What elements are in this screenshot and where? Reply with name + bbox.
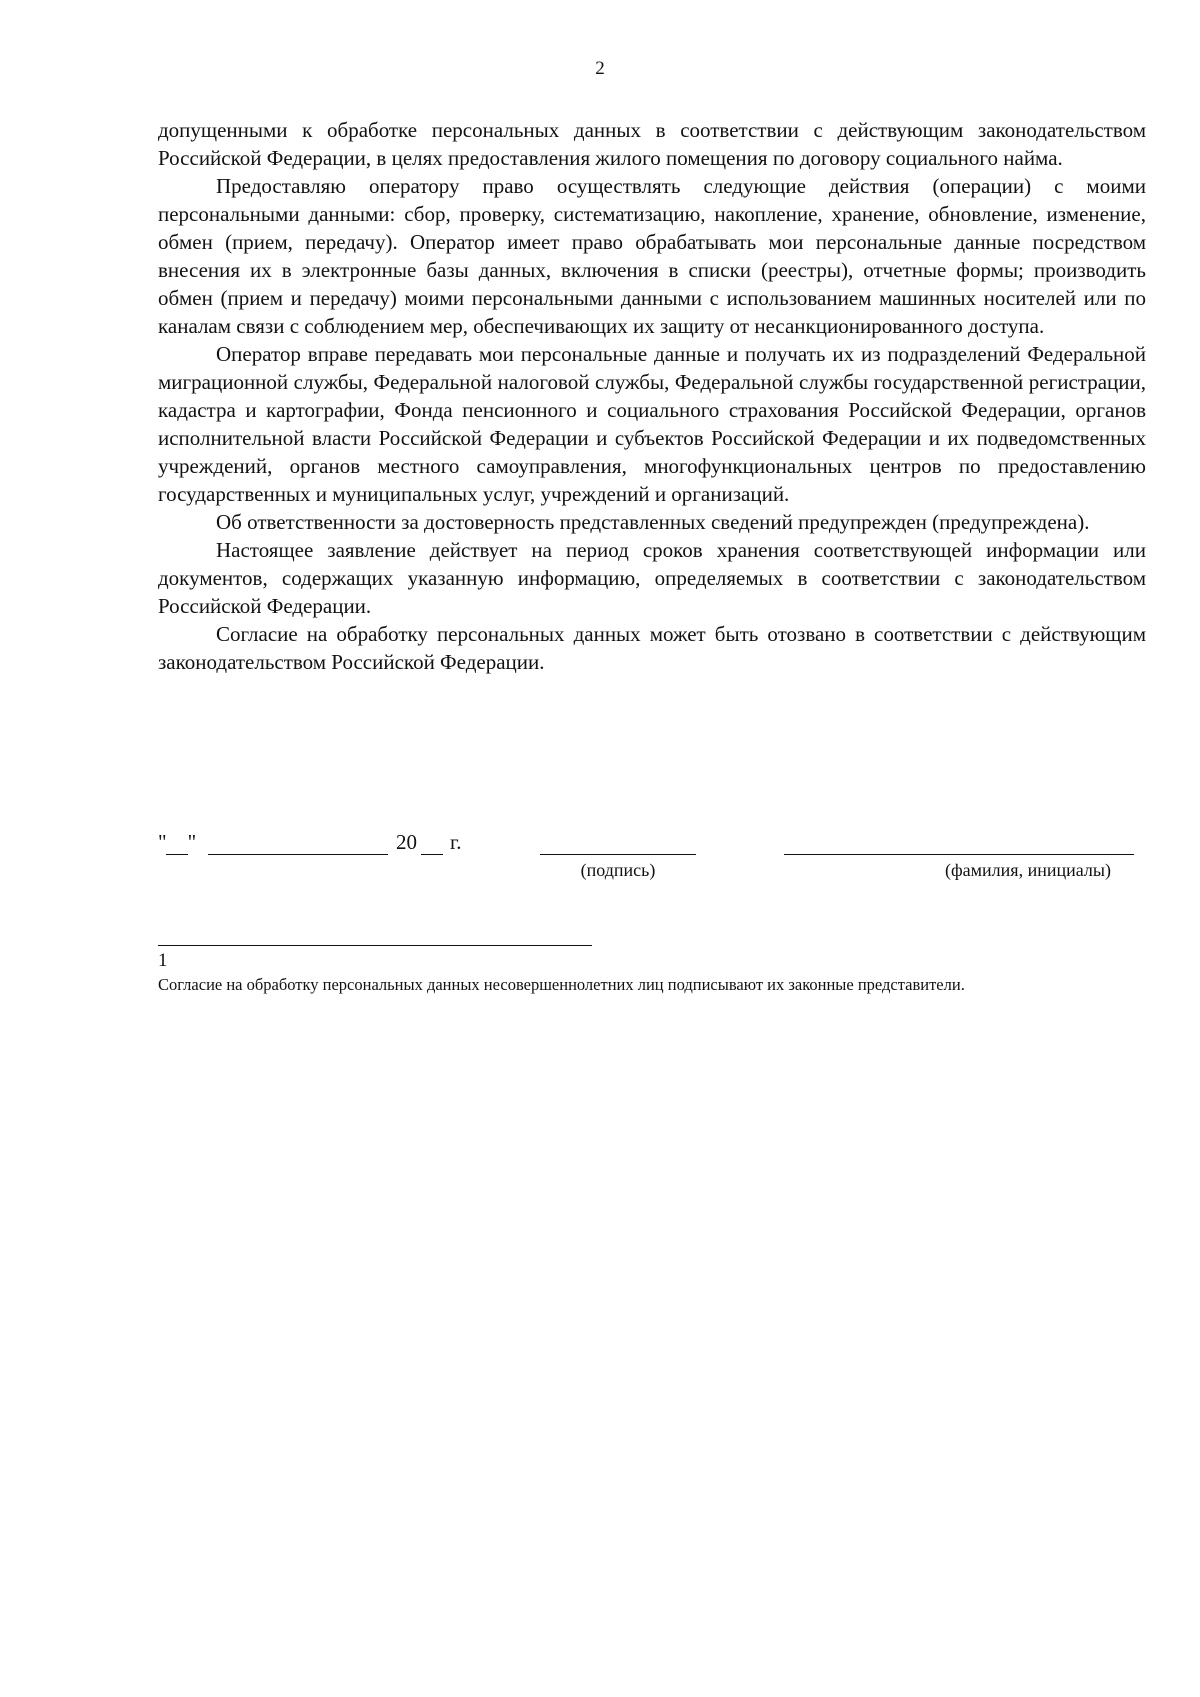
name-line[interactable] — [784, 854, 1134, 855]
footnote-text: Согласие на обработку персональных данных несовершеннолетних лиц подписывают их законные представители. — [158, 975, 965, 994]
date-day-blank[interactable] — [166, 854, 188, 855]
signature-caption: (подпись) — [580, 860, 656, 880]
footnote-separator — [158, 945, 592, 946]
date-year-prefix: 20 — [396, 830, 417, 854]
paragraph-withdrawal: Согласие на обработку персональных данных может быть отозвано в соответствии с действующим законодательством Российской Федерации. — [158, 622, 1146, 674]
paragraph-continuation: допущенными к обработке персональных данных в соответствии с действующим законодательством Российской Федерации, в целях предоставления жилого помещения по договору социального найма. — [158, 118, 1146, 170]
date-month-blank[interactable] — [208, 854, 388, 855]
date-year-suffix: г. — [450, 830, 462, 854]
signature-row — [158, 830, 1146, 890]
paragraph-operator-rights: Предоставляю оператору право осуществлять следующие действия (операции) с моими персональными данными: сбор, проверку, систематизацию, накопление, хранение, обновление, изменение, обмен (прием, передачу). Оператор имеет право обрабатывать мои персональные данные посредством внесения их в электронные базы данных, включения в списки (реестры), отчетные формы; производить обмен (прием и передачу) моими персональными данными с использованием машинных носителей или по каналам связи с соблюдением мер, обеспечивающих их защиту от несанкционированного доступа. — [158, 174, 1146, 338]
paragraph-responsibility: Об ответственности за достоверность представленных сведений предупрежден (предупреждена). — [216, 510, 1090, 534]
document-body — [158, 116, 1146, 676]
date-day-quotes: " " — [158, 830, 197, 854]
name-caption: (фамилия, инициалы) — [945, 860, 1111, 880]
paragraph-data-transfer: Оператор вправе передавать мои персональные данные и получать их из подразделений Федеральной миграционной службы, Федеральной налоговой службы, Федеральной службы государственной регистрации, кадастра и картографии, Фонда пенсионного и социального страхования Российской Федерации, органов исполнительной власти Российской Федерации и субъектов Российской Федерации и их подведомственных учреждений, органов местного самоуправления, многофункциональных центров по предоставлению государственных и муниципальных услуг, учреждений и организаций. — [158, 342, 1146, 506]
date-year-blank[interactable] — [421, 854, 443, 855]
signature-line[interactable] — [540, 854, 696, 855]
page-number: 2 — [595, 58, 605, 79]
footnote-number: 1 — [158, 950, 168, 971]
paragraph-validity: Настоящее заявление действует на период сроков хранения соответствующей информации или документов, содержащих указанную информацию, определяемых в соответствии с законодательством Российской Федерации. — [158, 538, 1146, 618]
